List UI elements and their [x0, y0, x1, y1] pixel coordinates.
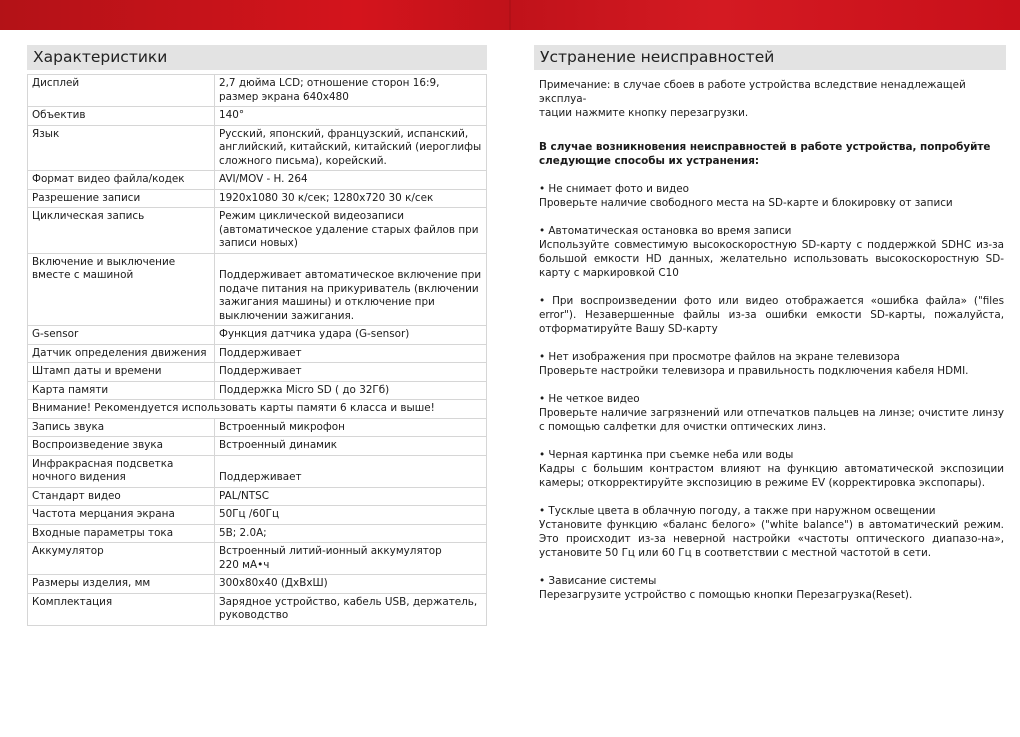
troubleshooting-item	[539, 224, 1004, 280]
item-text: Кадры с большим контрастом влияют на функцию автоматической экспозиции камеры; откорректируйте экспозицию в режиме EV (корректировка экспопары).	[539, 463, 1004, 489]
spec-value: Функция датчика удара (G-sensor)	[215, 326, 487, 345]
troubleshooting-list	[539, 182, 1004, 602]
spec-row	[28, 593, 487, 625]
spec-value: PAL/NTSC	[215, 487, 487, 506]
spec-value: 50Гц /60Гц	[215, 506, 487, 525]
item-title: • Тусклые цвета в облачную погоду, а также при наружном освещении	[539, 505, 936, 517]
spec-value: AVI/MOV - H. 264	[215, 171, 487, 190]
spec-row	[28, 543, 487, 575]
troubleshooting-body	[534, 70, 1006, 602]
spec-row	[28, 455, 487, 487]
item-text: • При воспроизведении фото или видео отображается «ошибка файла» ("files error"). Незавершенные файлы из-за ошибки емкости SD-карты, пожалуйста, отформатируйте Вашу SD-карту	[539, 295, 1004, 335]
spec-value: 300x80x40 (ДxВxШ)	[215, 575, 487, 594]
spec-key: Включение и выключение вместе с машиной	[28, 253, 215, 326]
spec-row	[28, 107, 487, 126]
spec-key: Инфракрасная подсветка ночного видения	[28, 455, 215, 487]
spec-key: G-sensor	[28, 326, 215, 345]
spec-row	[28, 326, 487, 345]
spec-row	[28, 253, 487, 326]
spec-key: Размеры изделия, мм	[28, 575, 215, 594]
troubleshooting-page	[534, 45, 1006, 602]
spec-key: Частота мерцания экрана	[28, 506, 215, 525]
spec-key: Входные параметры тока	[28, 524, 215, 543]
spec-value: Встроенный литий-ионный аккумулятор 220 мА•ч	[215, 543, 487, 575]
spec-value: Поддерживает	[215, 363, 487, 382]
specifications-page	[27, 45, 487, 626]
spec-key: Датчик определения движения	[28, 344, 215, 363]
spec-row	[28, 171, 487, 190]
spec-key: Дисплей	[28, 75, 215, 107]
spec-warning: Внимание! Рекомендуется использовать карты памяти 6 класса и выше!	[28, 400, 487, 419]
top-red-banner	[0, 0, 1020, 30]
spec-key: Комплектация	[28, 593, 215, 625]
troubleshooting-item	[539, 182, 1004, 210]
spec-key: Объектив	[28, 107, 215, 126]
spec-key: Аккумулятор	[28, 543, 215, 575]
spec-row	[28, 575, 487, 594]
reset-note: Примечание: в случае сбоев в работе устройства вследствие ненадлежащей эксплуа- тации нажмите кнопку перезагрузки.	[539, 79, 966, 119]
spec-key: Запись звука	[28, 418, 215, 437]
item-text: Перезагрузите устройство с помощью кнопки Перезагрузка(Reset).	[539, 589, 913, 601]
spec-row	[28, 506, 487, 525]
item-title: • Автоматическая остановка во время записи	[539, 225, 792, 237]
spec-value: 140°	[215, 107, 487, 126]
item-text: Используйте совместимую высокоскоростную SD-карту с поддержкой SDHC из-за большой емкости HD данных, желательно использовать высокоскоростную SD-карту с маркировкой C10	[539, 239, 1004, 279]
spec-value: Встроенный микрофон	[215, 418, 487, 437]
spec-row	[28, 487, 487, 506]
item-title: • Нет изображения при просмотре файлов на экране телевизора	[539, 351, 900, 363]
spec-row	[28, 524, 487, 543]
spec-row	[28, 381, 487, 400]
troubleshooting-item	[539, 574, 1004, 602]
item-title: • Не снимает фото и видео	[539, 183, 689, 195]
spec-value: Встроенный динамик	[215, 437, 487, 456]
spec-key: Язык	[28, 125, 215, 171]
spec-row	[28, 189, 487, 208]
spec-value: Режим циклической видеозаписи (автоматическое удаление старых файлов при записи новых)	[215, 208, 487, 254]
spec-row	[28, 437, 487, 456]
item-text: Проверьте наличие загрязнений или отпечатков пальцев на линзе; очистите линзу с помощью салфетки для очистки оптических линз.	[539, 407, 1004, 433]
spec-key: Циклическая запись	[28, 208, 215, 254]
item-title: • Черная картинка при съемке неба или воды	[539, 449, 794, 461]
troubleshooting-item	[539, 294, 1004, 336]
spec-value: 1920x1080 30 к/сек; 1280х720 30 к/сек	[215, 189, 487, 208]
spec-value: Поддержка Micro SD ( до 32Гб)	[215, 381, 487, 400]
item-text: Проверьте настройки телевизора и правильность подключения кабеля HDMI.	[539, 365, 969, 377]
spec-key: Формат видео файла/кодек	[28, 171, 215, 190]
spec-row	[28, 400, 487, 419]
troubleshooting-intro: В случае возникновения неисправностей в работе устройства, попробуйте следующие способы их устранения:	[539, 141, 991, 167]
spec-row	[28, 344, 487, 363]
troubleshooting-title: Устранение неисправностей	[534, 45, 1006, 70]
troubleshooting-item	[539, 392, 1004, 434]
spec-key: Стандарт видео	[28, 487, 215, 506]
spec-value: 2,7 дюйма LCD; отношение сторон 16:9, размер экрана 640х480	[215, 75, 487, 107]
spec-row	[28, 125, 487, 171]
spec-key: Карта памяти	[28, 381, 215, 400]
spec-row	[28, 363, 487, 382]
spec-value: Русский, японский, французский, испанский, английский, китайский, китайский (иероглифы сложного письма), корейский.	[215, 125, 487, 171]
item-text: Установите функцию «баланс белого» ("white balance") в автоматический режим. Это происходит из-за неверной настройки «частоты оптического диапазо-на», установите 50 Гц или 60 Гц в соответствии с местной частотой в сети.	[539, 519, 1004, 559]
spec-row	[28, 208, 487, 254]
spec-key: Разрешение записи	[28, 189, 215, 208]
item-text: Проверьте наличие свободного места на SD-карте и блокировку от записи	[539, 197, 953, 209]
specifications-table	[27, 74, 487, 626]
troubleshooting-item	[539, 448, 1004, 490]
troubleshooting-item	[539, 504, 1004, 560]
item-title: • Не четкое видео	[539, 393, 640, 405]
spec-key: Воспроизведение звука	[28, 437, 215, 456]
spec-value: Поддерживает	[215, 344, 487, 363]
spec-value: 5В; 2.0А;	[215, 524, 487, 543]
spec-key: Штамп даты и времени	[28, 363, 215, 382]
spec-value: Поддерживает	[215, 455, 487, 487]
page-divider	[509, 0, 511, 30]
spec-row	[28, 418, 487, 437]
spec-value: Зарядное устройство, кабель USB, держатель, руководство	[215, 593, 487, 625]
troubleshooting-item	[539, 350, 1004, 378]
spec-value: Поддерживает автоматическое включение при подаче питания на прикуриватель (включении зажигания машины) и отключение при выключении зажигания.	[215, 253, 487, 326]
item-title: • Зависание системы	[539, 575, 657, 587]
specifications-title: Характеристики	[27, 45, 487, 70]
spec-row	[28, 75, 487, 107]
